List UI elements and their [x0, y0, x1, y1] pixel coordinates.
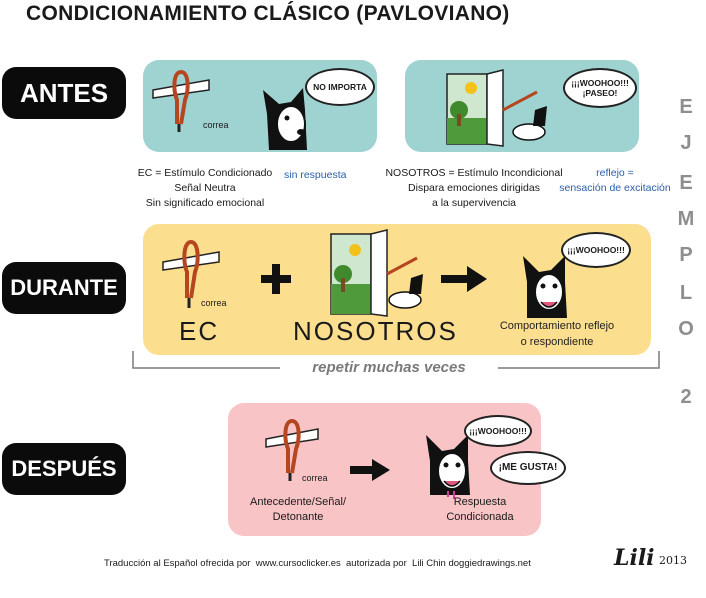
caption-line: sensación de excitación [559, 182, 671, 194]
ec-label: EC [179, 316, 220, 346]
speech-bubble: ¡¡¡WOOHOO!!! [464, 415, 532, 447]
leash-label: correa [302, 473, 328, 483]
leash-icon [151, 68, 211, 134]
during-result [477, 318, 637, 350]
caption-us [384, 166, 564, 211]
after-line: Condicionada [446, 511, 514, 523]
side-letter: J [680, 132, 692, 154]
side-letter: O [678, 318, 694, 340]
repeat-label: repetir muchas veces [312, 359, 466, 376]
dog-icon [424, 433, 480, 499]
caption-line: Señal Neutra [174, 182, 236, 194]
door-scene-icon [329, 230, 429, 320]
caption-ec-result: sin respuesta [284, 169, 347, 181]
door-scene-icon [445, 70, 555, 148]
side-letter: E [679, 172, 693, 194]
bubble-line: ¡¡¡WOOHOO!!! [571, 78, 629, 88]
after-response [420, 495, 540, 525]
footer [104, 558, 531, 569]
after-line: Detonante [272, 511, 324, 523]
result-line: o respondiente [520, 336, 594, 348]
signature: Lili [614, 545, 655, 571]
plus-icon [261, 264, 291, 294]
speech-bubble: NO IMPORTA [305, 68, 375, 106]
us-label: NOSOTROS [293, 316, 458, 346]
footer-credit: Lili Chin doggiedrawings.net [412, 558, 531, 569]
caption-line: reflejo = [596, 167, 634, 179]
page-title: CONDICIONAMIENTO CLÁSICO (PAVLOVIANO) [26, 2, 510, 25]
footer-link: www.cursoclicker.es [255, 558, 341, 569]
panel-before-ec [143, 60, 377, 152]
panel-after [228, 403, 558, 536]
panel-before-us [405, 60, 639, 152]
after-line: Respuesta [453, 496, 507, 508]
panel-during [143, 224, 651, 355]
bubble-line: ¡PASEO! [582, 88, 618, 98]
caption-line: Dispara emociones dirigidas [408, 182, 540, 194]
stage-label-after: DESPUÉS [2, 443, 126, 495]
stage-label-during: DURANTE [2, 262, 126, 314]
footer-text: autorizada por [346, 558, 407, 569]
speech-bubble: ¡¡¡WOOHOO!!! [561, 232, 631, 268]
side-letter: L [679, 282, 693, 304]
signature-year: 2013 [659, 554, 687, 567]
after-antecedent [238, 495, 358, 525]
caption-line: Sin significado emocional [145, 197, 265, 209]
leash-label: correa [203, 120, 229, 130]
caption-us-result [556, 166, 674, 196]
leash-label: correa [201, 298, 227, 308]
side-letter: 2 [680, 386, 692, 408]
result-line: Comportamiento reflejo [499, 320, 615, 332]
arrow-right-icon [441, 266, 487, 292]
footer-text: Traducción al Español ofrecida por [104, 558, 251, 569]
caption-line: a la supervivencia [431, 197, 517, 209]
caption-line: NOSOTROS = Estímulo Incondicional [385, 167, 563, 179]
speech-bubble [563, 68, 637, 108]
after-line: Antecedente/Señal/ [249, 496, 347, 508]
side-letter: P [679, 244, 693, 266]
speech-bubble: ¡ME GUSTA! [490, 451, 566, 485]
arrow-right-icon [350, 459, 390, 481]
side-letter: M [677, 208, 695, 230]
stage-label-before: ANTES [2, 67, 126, 119]
caption-ec [130, 166, 280, 211]
dog-icon [521, 252, 577, 318]
side-letter: E [679, 96, 693, 118]
caption-line: EC = Estímulo Condicionado [137, 167, 273, 179]
